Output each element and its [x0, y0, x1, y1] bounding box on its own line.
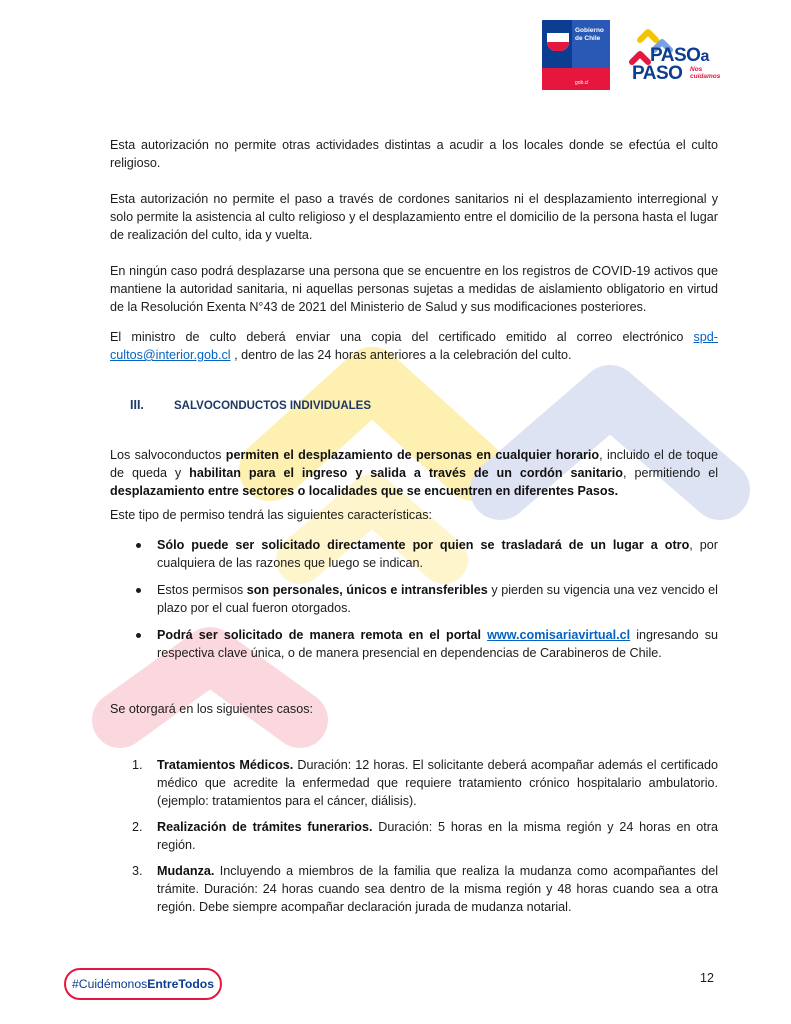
email-link[interactable]: spd-cultos@interior.gob.cl	[110, 330, 718, 362]
paso-a-paso-logo	[628, 20, 738, 90]
hashtag-bold: EntreTodos	[147, 977, 214, 991]
bullet-icon	[136, 588, 141, 593]
page-number: 12	[700, 971, 714, 985]
hashtag-prefix: #Cuidémonos	[71, 977, 148, 991]
gob-line1: Gobierno	[575, 27, 604, 34]
paso-word-2: PASO	[632, 63, 683, 84]
gobierno-de-chile-logo	[542, 20, 610, 90]
section-number: III.	[130, 398, 144, 412]
gob-line2: de Chile	[575, 34, 601, 42]
paso-word-1: PASO	[650, 45, 701, 66]
case-item: 1. Tratamientos Médicos. Duración: 12 horas. El solicitante deberá acompañar además el certificado médico que acredite la enfermedad que requiere tratamiento crónico hospitalario ambulatorio. (ejemplo: tratamientos para el cáncer, diálisis).	[132, 758, 718, 808]
paragraph-4	[110, 328, 718, 364]
hashtag-badge	[64, 968, 222, 1000]
paragraph-2: Esta autorización no permite el paso a través de cordones sanitarios ni el desplazamiento interregional y solo permite la asistencia al culto religioso y el desplazamiento entre el domicilio de la persona hasta el lugar de realización del culto, ida y vuelta.	[110, 192, 718, 242]
paso-sub-2: cuidamos	[690, 73, 721, 80]
section-heading	[130, 398, 371, 412]
case-number: 3.	[132, 864, 143, 878]
p4-after: , dentro de las 24 horas anteriores a la celebración del culto.	[230, 348, 572, 362]
paragraph-3: En ningún caso podrá desplazarse una persona que se encuentre en los registros de COVID-19 activos que mantiene la autoridad sanitaria, ni aquellas personas sujetas a medidas de aislamiento obligatorio en virtud de la Resolución Exenta N°43 de 2021 del Ministerio de Salud y sus modificaciones posteriores.	[110, 264, 718, 314]
bullet-item: Podrá ser solicitado de manera remota en el portal www.comisariavirtual.cl ingresando su respectiva clave única, o de manera presencial en dependencias de Carabineros de Chile.	[110, 626, 718, 662]
paragraph-1: Esta autorización no permite otras actividades distintas a acudir a los locales donde se efectúa el culto religioso.	[110, 138, 718, 170]
bullet-icon	[136, 633, 141, 638]
comisaria-virtual-link[interactable]: www.comisariavirtual.cl	[487, 628, 631, 642]
section-title: SALVOCONDUCTOS INDIVIDUALES	[174, 400, 372, 412]
paso-a: a	[700, 48, 709, 65]
gob-url: gob.cl	[575, 80, 589, 86]
bullet-item: Sólo puede ser solicitado directamente por quien se trasladará de un lugar a otro, por cualquiera de las razones que luego se indican.	[110, 536, 718, 572]
case-item: 3. Mudanza. Incluyendo a miembros de la familia que realiza la mudanza como acompañantes del trámite. Duración: 24 horas cuando sea dentro de la misma región y 48 horas cuando sea a otra región. Debe siempre acompañar declaración jurada de mudanza notarial.	[132, 864, 718, 914]
shield-icon	[547, 25, 569, 51]
intro-paragraph: Los salvoconductos permiten el desplazamiento de personas en cualquier horario, incluido el de toque de queda y habilitan para el ingreso y salida a través de un cordón sanitario, permitiendo el desplazamiento entre sectores o localidades que se encuentren en diferentes Pasos.	[110, 448, 718, 498]
p4-before: El ministro de culto deberá enviar una copia del certificado emitido al correo electrónico	[110, 330, 694, 344]
case-item: 2. Realización de trámites funerarios. Duración: 5 horas en la misma región y 24 horas en otra región.	[132, 820, 718, 852]
bullet-icon	[136, 543, 141, 548]
paso-sub-1: Nos	[690, 66, 703, 73]
case-number: 1.	[132, 758, 143, 772]
case-number: 2.	[132, 820, 143, 834]
cases-lead: Se otorgará en los siguientes casos:	[110, 702, 314, 716]
bullet-item: Estos permisos son personales, únicos e intransferibles y pierden su vigencia una vez vencido el plazo por el cual fueron otorgados.	[110, 581, 718, 617]
features-lead: Este tipo de permiso tendrá las siguientes características:	[110, 508, 432, 522]
